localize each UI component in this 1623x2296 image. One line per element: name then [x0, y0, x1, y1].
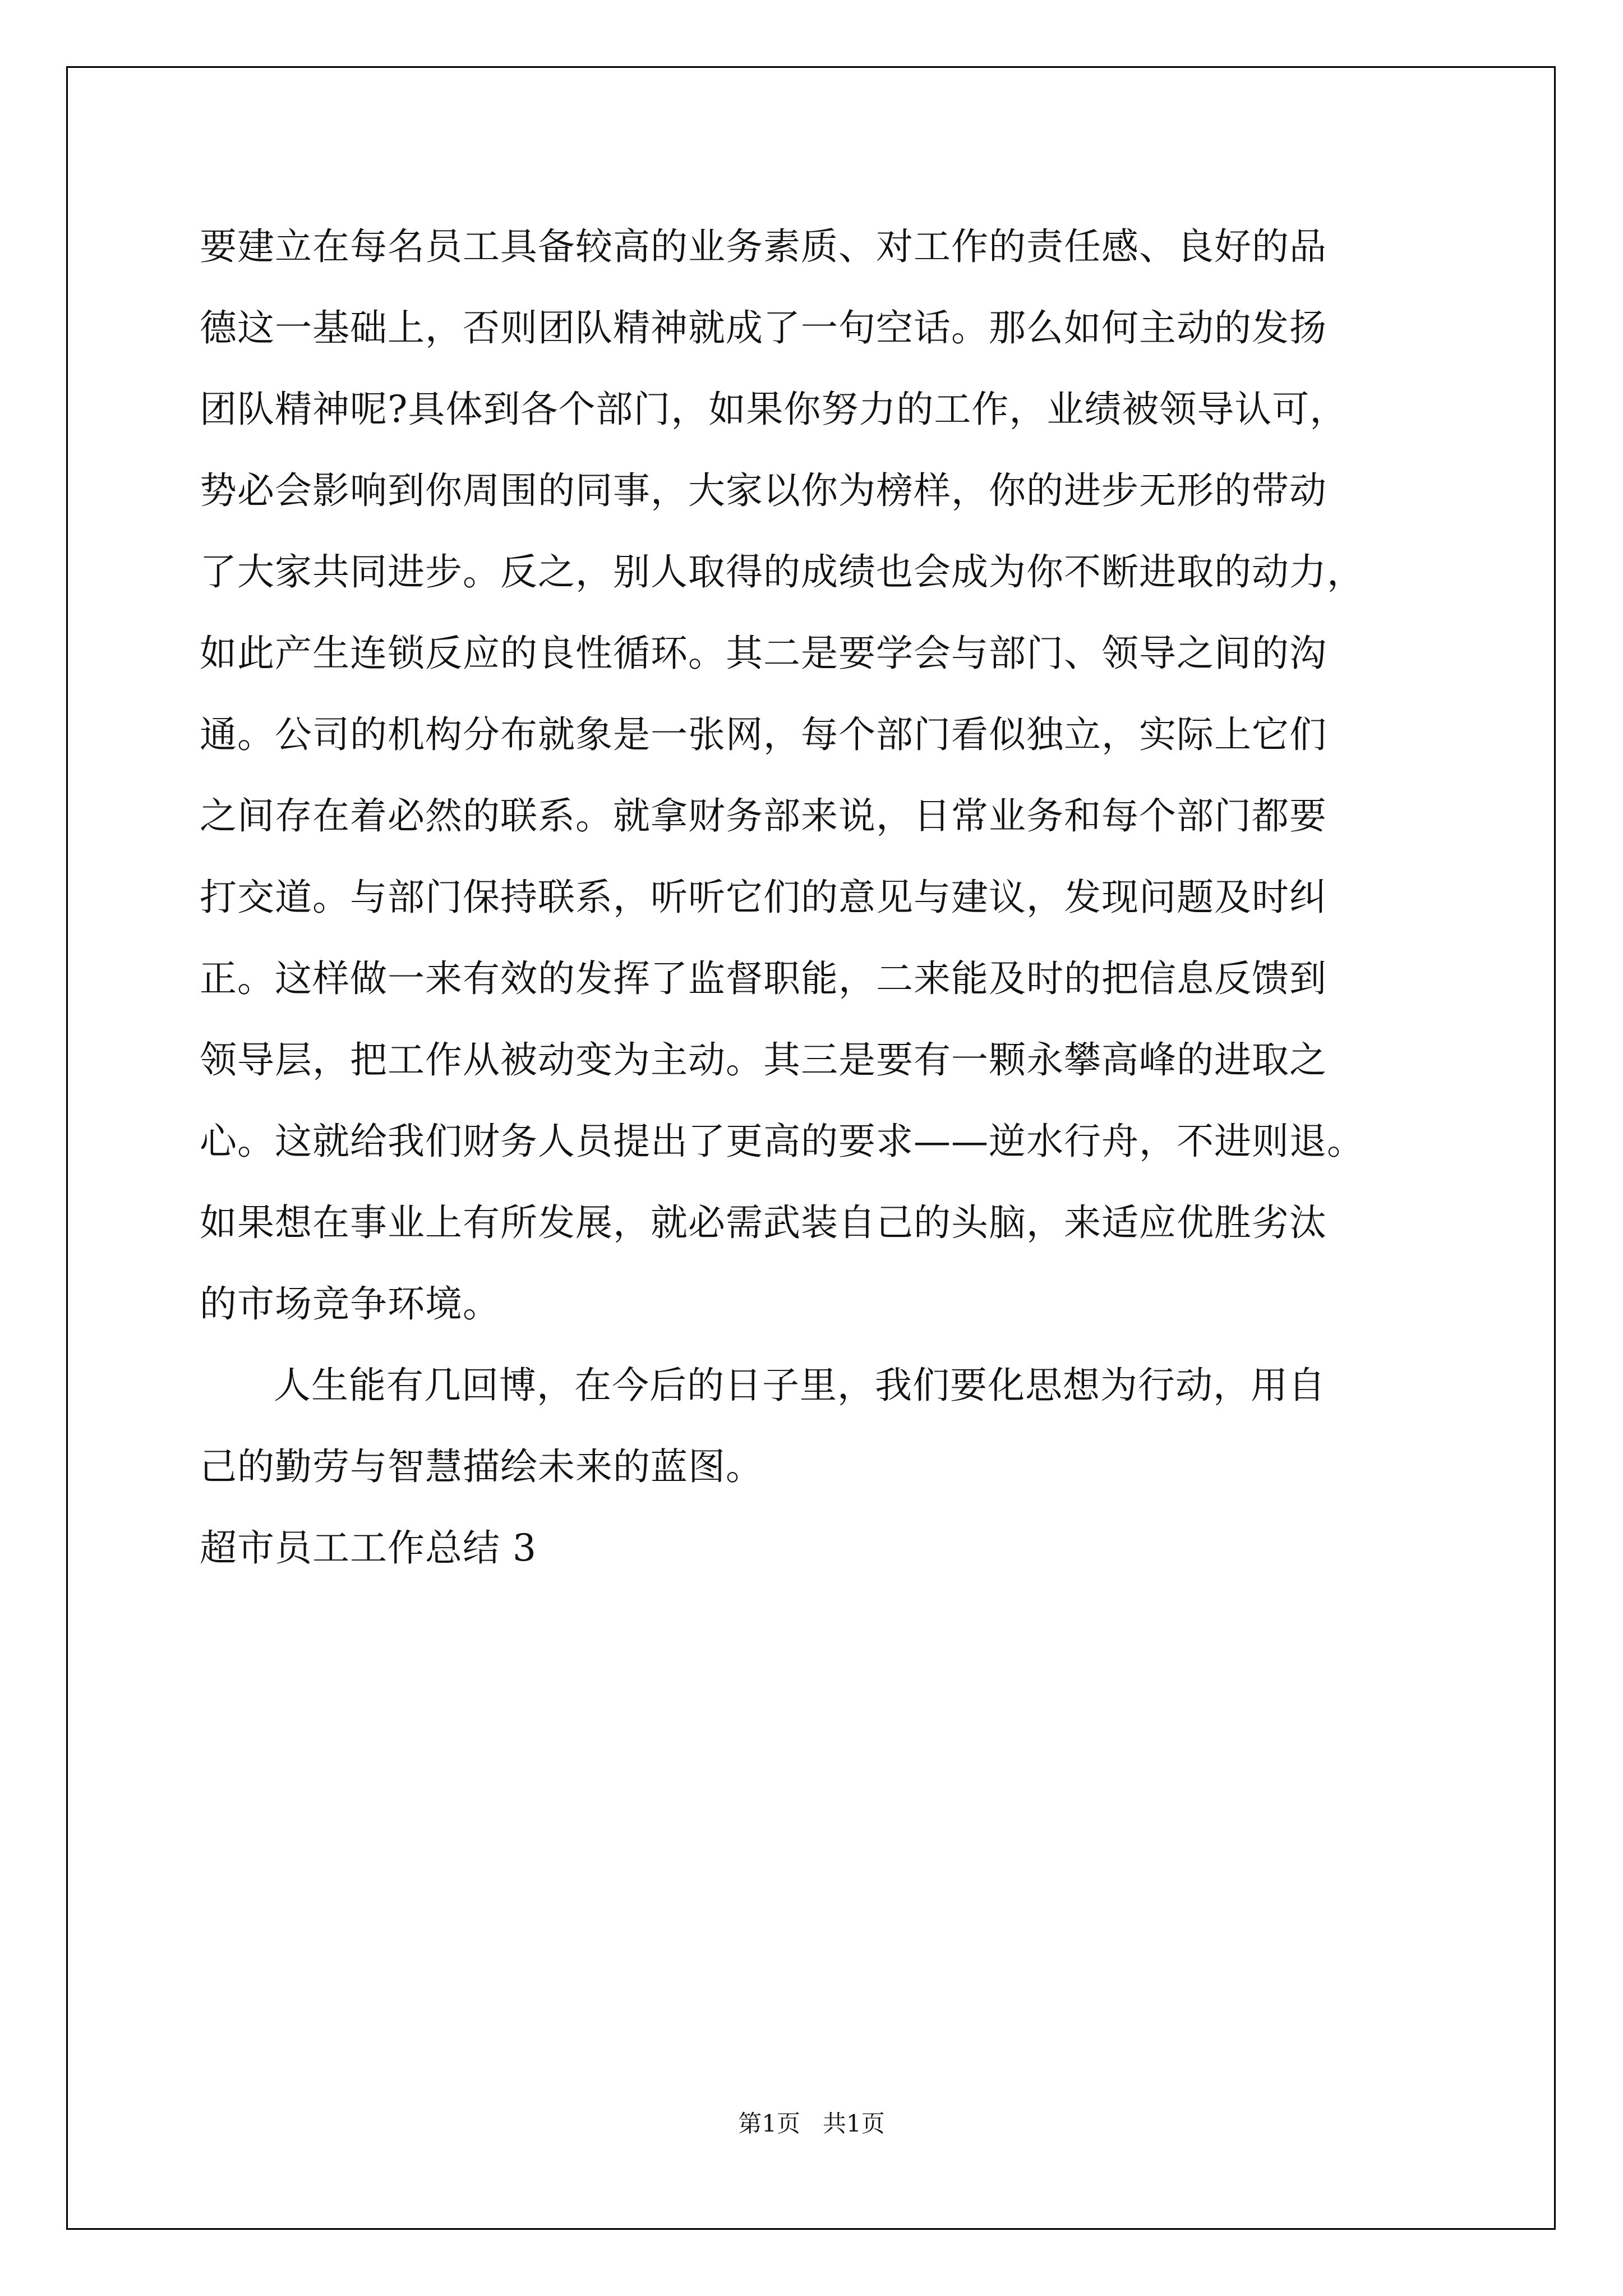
body-line: 己的勤劳与智慧描绘未来的蓝图。 [200, 1445, 763, 1488]
paragraph-first-line: 人生能有几回博，在今后的日子里，我们要化思想为行动，用自 [274, 1364, 1326, 1407]
page-total: 共1页 [823, 2110, 885, 2137]
page-footer [0, 2108, 1623, 2139]
body-line: 要建立在每名员工具备较高的业务素质、对工作的责任感、良好的品 [200, 225, 1327, 268]
body-line: 德这一基础上，否则团队精神就成了一句空话。那么如何主动的发扬 [200, 306, 1327, 349]
body-line: 通。公司的机构分布就象是一张网，每个部门看似独立，实际上它们 [200, 713, 1327, 756]
body-line: 领导层，把工作从被动变为主动。其三是要有一颗永攀高峰的进取之 [200, 1038, 1327, 1082]
body-line: 正。这样做一来有效的发挥了监督职能，二来能及时的把信息反馈到 [200, 957, 1327, 1000]
body-line: 的市场竞争环境。 [200, 1282, 500, 1326]
body-line: 势必会影响到你周围的同事，大家以你为榜样，你的进步无形的带动 [200, 469, 1327, 512]
body-line: 打交道。与部门保持联系，听听它们的意见与建议，发现问题及时纠 [200, 876, 1327, 919]
body-line: 了大家共同进步。反之，别人取得的成绩也会成为你不断进取的动力， [200, 550, 1364, 593]
section-heading: 超市员工工作总结 3 [200, 1526, 537, 1570]
body-line: 如果想在事业上有所发展，就必需武装自己的头脑，来适应优胜劣汰 [200, 1201, 1327, 1244]
page-number: 第1页 [738, 2110, 800, 2137]
body-line: 如此产生连锁反应的良性循环。其二是要学会与部门、领导之间的沟 [200, 632, 1327, 675]
body-line: 团队精神呢?具体到各个部门，如果你努力的工作，业绩被领导认可， [200, 388, 1348, 431]
body-line: 心。这就给我们财务人员提出了更高的要求——逆水行舟，不进则退。 [200, 1120, 1364, 1163]
body-line: 之间存在着必然的联系。就拿财务部来说，日常业务和每个部门都要 [200, 794, 1327, 838]
